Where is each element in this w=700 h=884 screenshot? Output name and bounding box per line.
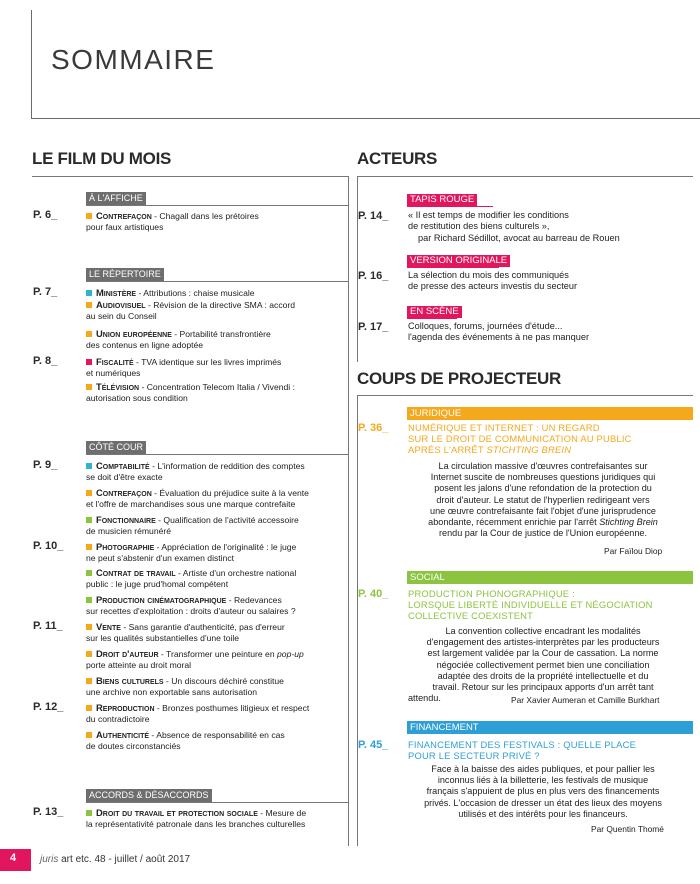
category-affiche: À L'AFFICHE [86, 192, 146, 205]
page-ref: P. 17_ [358, 321, 389, 333]
entry-text: la représentativité patronale dans les branches culturelles [86, 819, 306, 830]
category-financement: FINANCEMENT [407, 721, 693, 734]
body-italic: Stichting Brein [599, 517, 658, 528]
bullet-square [86, 810, 92, 816]
headline-line: PRODUCTION PHONOGRAPHIQUE : [408, 588, 575, 599]
divider [86, 454, 349, 455]
category-repertoire: LE RÉPERTOIRE [86, 268, 164, 281]
entry-text: au sein du Conseil [86, 311, 157, 322]
entry-text: - Évaluation du préjudice suite à la vente [151, 488, 309, 498]
entry-text: autorisation sous condition [86, 393, 188, 404]
entry-text: - Appréciation de l'originalité : le juge [154, 542, 297, 552]
entry [86, 807, 350, 831]
entry-name: Droit du travail et protection sociale [96, 807, 258, 818]
entry-text: par Richard Sédillot, avocat au barreau de Rouen [418, 233, 620, 243]
headline-italic: STICHTING BREIN [486, 444, 572, 455]
body-line: une œuvre contrefaisante fait l'objet d'une jurisprudence [430, 505, 656, 516]
article-headline [408, 588, 693, 621]
entry [86, 356, 348, 380]
entry-text: - L'information de reddition des comptes [149, 461, 305, 471]
entry-text: pour faux artistiques [86, 222, 164, 233]
entry-text: se doit d'être exacte [86, 472, 163, 483]
bullet-square [86, 331, 92, 337]
article-body [408, 626, 678, 693]
entry-text: Colloques, forums, journées d'étude... [408, 321, 563, 331]
entry-text: - Absence de responsabilité en cas [149, 730, 285, 740]
bullet-square [86, 302, 92, 308]
entry-text: et l'offre de marchandises sous une marque contrefaite [86, 499, 296, 510]
category-social: SOCIAL [407, 571, 693, 584]
entry-text: - Qualification de l'activité accessoire [155, 515, 299, 525]
entry-text: porte atteinte au droit moral [86, 660, 192, 671]
page-ref: P. 6_ [33, 209, 58, 221]
category-version-originale: VERSION ORIGINALE [407, 255, 510, 267]
entry-text: de doutes circonstanciés [86, 741, 181, 752]
bullet-square [86, 290, 92, 296]
page-ref: P. 14_ [358, 210, 389, 222]
body-line: droit d'auteur. Le statut de l'hyperlien redirigeant vers [436, 494, 650, 505]
article-body [408, 461, 678, 539]
body-line: privés. L'occasion de dresser un état des lieux des moyens [424, 797, 662, 808]
entry-text: - TVA identique sur les livres imprimés [133, 357, 282, 367]
title-box [31, 10, 700, 119]
entry-text: - Artiste d'un orchestre national [175, 568, 297, 578]
entry-name: Contrefaçon [96, 487, 152, 498]
body-line: Face à la baisse des aides publiques, et pour pallier les [431, 764, 655, 774]
body-line: La circulation massive d'œuvres contrefaisantes sur [438, 461, 648, 471]
entry-text: sur recettes d'exploitation : droits d'auteur ou salaires ? [86, 606, 296, 617]
headline-line: NUMÉRIQUE ET INTERNET : UN REGARD [408, 422, 600, 433]
page-ref: P. 12_ [33, 701, 64, 713]
entry-text: - Attributions : chaise musicale [136, 288, 255, 298]
body-line: travail. Retour sur les principaux apports d'un arrêt tant [432, 682, 654, 693]
bullet-square [86, 463, 92, 469]
entry-text: - Bronzes posthumes litigieux et respect [154, 703, 310, 713]
section-heading-projecteur: COUPS DE PROJECTEUR [357, 369, 562, 388]
entry-name: Contrefaçon [96, 210, 152, 221]
entry-text: « Il est temps de modifier les conditions [408, 210, 569, 220]
body-line: inconnus liés à la billetterie, les festivals de musique [437, 775, 649, 786]
entry [86, 460, 348, 484]
footer-issue: art etc. 48 - juillet / août 2017 [58, 854, 191, 865]
body-line: attendu. [408, 693, 441, 703]
entry [86, 648, 348, 672]
headline-line: POUR LE SECTEUR PRIVÉ ? [408, 750, 540, 761]
page-ref: P. 16_ [358, 270, 389, 282]
bullet-square [86, 213, 92, 219]
entry-text: La sélection du mois des communiqués [408, 270, 569, 280]
entry-text: public : le juge prud'homal compétent [86, 579, 229, 590]
page-ref: P. 7_ [33, 286, 58, 298]
divider [86, 281, 349, 282]
entry [86, 514, 348, 538]
entry-name: Authenticité [96, 729, 150, 740]
category-en-scene: EN SCÈNE [407, 306, 462, 318]
bullet-square [86, 359, 92, 365]
entry-text: sur les qualités substantielles d'une toile [86, 633, 240, 644]
footer-page-number: 4 [10, 852, 17, 864]
entry [86, 729, 348, 753]
article-headline [408, 739, 693, 761]
entry-name: Audiovisuel [96, 299, 146, 310]
entry-text: de musicien rémunéré [86, 526, 172, 537]
author: Par Xavier Aumeran et Camille Burkhart [511, 695, 660, 705]
article-body [408, 764, 678, 820]
entry-text: - Mesure de [257, 808, 307, 818]
entry [86, 541, 348, 565]
entry [86, 594, 348, 618]
bullet-square [86, 570, 92, 576]
body-line: négociée collectivement permet bien une conciliation [436, 659, 650, 670]
entry-text: et numériques [86, 368, 141, 379]
entry [86, 287, 348, 299]
category-juridique: JURIDIQUE [407, 407, 693, 420]
body-line: posent les jalons d'une refondation de la protection du [434, 483, 652, 494]
headline-line: SUR LE DROIT DE COMMUNICATION AU PUBLIC [408, 433, 632, 444]
section-heading-film: LE FILM DU MOIS [32, 149, 172, 168]
bullet-square [86, 384, 92, 390]
entry-text: - Sans garantie d'authenticité, pas d'erreur [120, 622, 285, 632]
page-ref: P. 9_ [33, 459, 58, 471]
entry [86, 299, 348, 323]
entry-text: ne peut s'abstenir d'un examen distinct [86, 553, 235, 564]
entry-text: de restitution des biens culturels », [408, 221, 550, 232]
body-line: rendu par la Cour de justice de l'Union européenne. [439, 528, 647, 539]
entry-name: Fonctionnaire [96, 514, 156, 525]
bullet-square [86, 597, 92, 603]
divider [407, 206, 493, 207]
entry-text: des contenus en ligne adoptée [86, 340, 204, 351]
bullet-square [86, 490, 92, 496]
page-ref: P. 45_ [358, 739, 389, 751]
page-ref: P. 36_ [358, 422, 389, 434]
body-line: est largement validée par la Cour de cassation. La norme [427, 648, 659, 659]
category-accords: ACCORDS & DÉSACCORDS [86, 789, 212, 802]
entry-name: Ministère [96, 287, 137, 298]
bullet-square [86, 732, 92, 738]
divider [86, 205, 349, 206]
divider [86, 802, 349, 803]
footer-publication [40, 854, 190, 865]
article-headline [408, 422, 693, 455]
page-title: SOMMAIRE [51, 44, 216, 75]
entry-name: Vente [96, 621, 121, 632]
entry-text: - Un discours déchiré constitue [163, 676, 284, 686]
entry-text: - Redevances [226, 595, 282, 605]
entry [408, 321, 693, 344]
category-tapis-rouge: TAPIS ROUGE [407, 194, 477, 206]
author: Par Faïlou Diop [604, 546, 663, 556]
bullet-square [86, 705, 92, 711]
page-ref: P. 8_ [33, 355, 58, 367]
headline-line: APRÈS L'ARRÊT [408, 444, 487, 455]
entry-text: - Révision de la directive SMA : accord [145, 300, 296, 310]
entry [86, 487, 348, 511]
entry-name: Droit d'auteur [96, 648, 159, 659]
entry [408, 210, 693, 233]
body-line: français s'appuient de plus en plus vers des financements [426, 786, 660, 797]
entry-text: - Concentration Telecom Italia / Vivendi : [139, 382, 295, 392]
entry [86, 381, 348, 405]
section-heading-acteurs: ACTEURS [357, 149, 438, 168]
entry-name: Union européenne [96, 328, 172, 339]
entry [86, 621, 348, 645]
entry [86, 328, 348, 352]
entry-name: Contrat de travail [96, 567, 176, 578]
entry-text: - Transformer une peinture en [158, 649, 278, 659]
bullet-square [86, 678, 92, 684]
bullet-square [86, 624, 92, 630]
page-ref: P. 11_ [33, 620, 63, 632]
entry-text-italic: pop-up [277, 649, 304, 659]
entry-text: - Portabilité transfrontière [171, 329, 271, 339]
body-line: abondante, récemment enrichie par l'arrêt [428, 517, 600, 528]
headline-line: LORSQUE LIBERTÉ INDIVIDUELLE ET NÉGOCIATION [408, 599, 653, 610]
body-line: La convention collective encadrant les modalités [445, 626, 641, 636]
entry [86, 567, 348, 591]
page-ref: P. 40_ [358, 588, 389, 600]
headline-line: COLLECTIVE COEXISTENT [408, 610, 534, 621]
entry [86, 675, 348, 699]
entry [86, 210, 348, 234]
entry-name: Fiscalité [96, 356, 134, 367]
page-ref: P. 10_ [33, 540, 64, 552]
entry-name: Photographie [96, 541, 155, 552]
bullet-square [86, 517, 92, 523]
bullet-square [86, 651, 92, 657]
body-line: d'engagement des artistes-interprètes par les producteurs [426, 637, 660, 648]
entry-name: Production cinématographique [96, 594, 227, 605]
page-ref: P. 13_ [33, 806, 64, 818]
entry-text: - Chagall dans les prétoires [151, 211, 259, 221]
footer-brand: juris [40, 854, 59, 865]
entry-text: du contradictoire [86, 714, 150, 725]
body-line: utilisés et des intérêts pour les financeurs. [458, 808, 628, 819]
entry-name: Comptabilité [96, 460, 150, 471]
entry-name: Télévision [96, 381, 140, 392]
entry-text: une archive non exportable sans autorisation [86, 687, 258, 698]
entry [408, 270, 693, 293]
divider [407, 318, 457, 319]
entry-text: de presse des acteurs investis du secteur [408, 281, 578, 292]
entry [86, 702, 348, 726]
body-line: Internet suscite de nombreuses questions juridiques qui [430, 472, 656, 483]
entry-name: Reproduction [96, 702, 155, 713]
category-cote-cour: CÔTÉ COUR [86, 441, 146, 454]
body-line: adaptée des droits de la propriété intellectuelle et du [437, 670, 649, 681]
divider [407, 267, 499, 268]
entry-name: Biens culturels [96, 675, 164, 686]
headline-line: FINANCEMENT DES FESTIVALS : QUELLE PLACE [408, 739, 637, 750]
bullet-square [86, 544, 92, 550]
entry-text: l'agenda des événements à ne pas manquer [408, 332, 590, 343]
author: Par Quentin Thomé [591, 824, 664, 834]
